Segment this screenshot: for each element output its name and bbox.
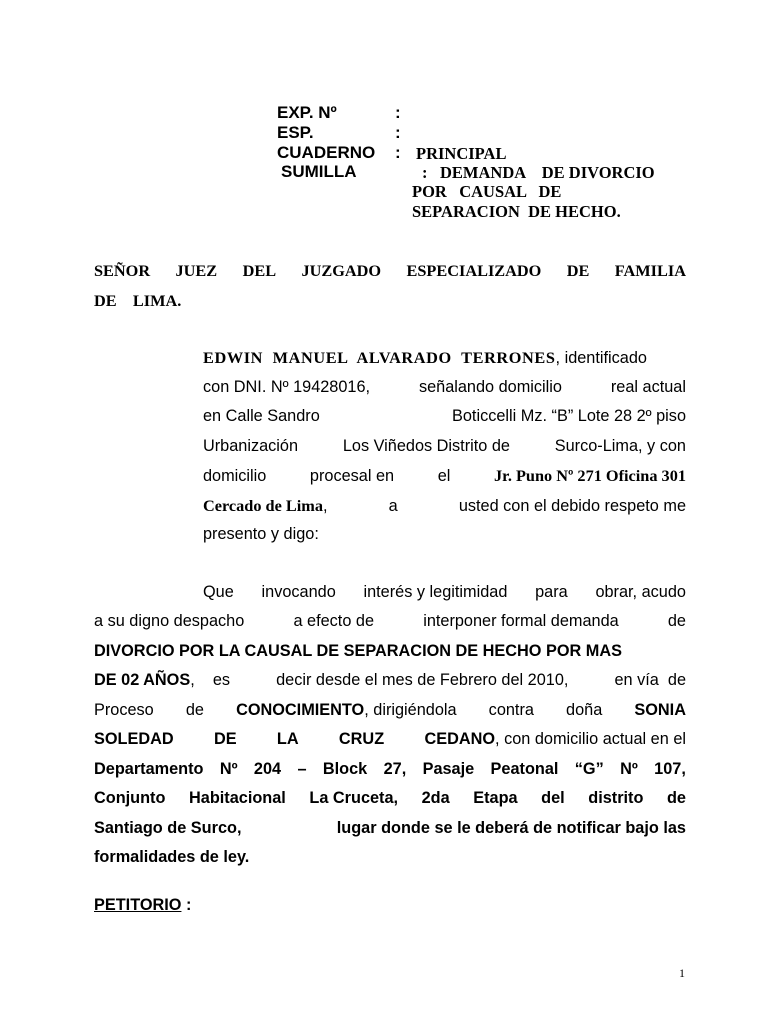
- addressee-word: DE: [566, 261, 590, 280]
- defendant-name: CRUZ: [338, 730, 385, 748]
- body-text: 2da: [421, 789, 450, 807]
- intro-text: domicilio: [203, 467, 267, 485]
- body-line-2: [94, 612, 686, 631]
- intro-line-4: [203, 437, 686, 456]
- body-text: Conjunto: [94, 789, 166, 807]
- body-text: interponer formal demanda: [423, 612, 619, 630]
- intro-line-3: [203, 407, 686, 426]
- body-line-8: [94, 789, 686, 808]
- intro-text: con DNI. Nº 19428016,: [203, 378, 371, 396]
- body-text: Que: [203, 583, 234, 601]
- body-text: Nº: [620, 760, 638, 778]
- sumilla-line-3: SEPARACION DE HECHO.: [412, 202, 621, 221]
- body-text: 204: [253, 760, 282, 778]
- body-text: Block: [322, 760, 368, 778]
- body-line-1: [203, 583, 686, 602]
- body-text: CONOCIMIENTO: [236, 701, 365, 719]
- body-text: Departamento: [94, 760, 204, 778]
- body-line-6: [94, 730, 686, 749]
- body-text: , dirigiéndola: [364, 701, 457, 719]
- body-text: Proceso: [94, 701, 154, 719]
- cuaderno-value: PRINCIPAL: [416, 144, 507, 163]
- defendant-name: DE: [213, 730, 237, 748]
- addressee-word: SEÑOR: [94, 261, 151, 280]
- intro-text: el: [437, 467, 451, 485]
- body-text: , con domicilio actual en el: [495, 730, 686, 748]
- body-text: contra: [488, 701, 534, 719]
- body-text: de: [667, 612, 686, 630]
- body-text: invocando: [261, 583, 336, 601]
- intro-text: usted con el debido respeto me: [458, 497, 686, 515]
- body-text: 27,: [383, 760, 407, 778]
- sumilla-line-1: DEMANDA DE DIVORCIO: [440, 163, 655, 182]
- intro-text: a: [388, 497, 398, 515]
- intro-text: ,: [323, 497, 328, 515]
- body-line-5: [94, 701, 686, 720]
- intro-line-5: [203, 466, 686, 486]
- addressee-word: ESPECIALIZADO: [406, 261, 542, 280]
- intro-text: Urbanización: [203, 437, 299, 455]
- addressee-word: DEL: [242, 261, 277, 280]
- procedural-district: Cercado de Lima: [203, 496, 323, 515]
- addressee-word: JUEZ: [175, 261, 218, 280]
- cuaderno-colon: :: [395, 143, 401, 162]
- body-text: –: [297, 760, 307, 778]
- petitorio-colon: :: [181, 896, 192, 914]
- addressee-line-2: DE LIMA.: [94, 291, 182, 310]
- procedural-address: Jr. Puno Nº 271 Oficina 301: [493, 466, 686, 485]
- petitorio-label: PETITORIO: [94, 896, 182, 914]
- intro-text: Surco-Lima, y con: [554, 437, 686, 455]
- intro-text: real actual: [610, 378, 686, 396]
- body-text: Nº: [219, 760, 238, 778]
- intro-line-6: [203, 496, 686, 516]
- intro-text: señalando domicilio: [418, 378, 562, 396]
- body-text: Pasaje: [422, 760, 475, 778]
- intro-text: , identificado: [555, 349, 647, 367]
- body-text: del: [541, 789, 565, 807]
- defendant-name: CEDANO: [424, 730, 496, 748]
- body-text: para: [535, 583, 568, 601]
- defendant-name: LA: [276, 730, 299, 748]
- sumilla-label: SUMILLA: [281, 162, 357, 181]
- addressee-line-1: [94, 261, 686, 281]
- body-text: a su digno despacho: [94, 612, 245, 630]
- body-text: , es: [190, 671, 231, 689]
- plaintiff-name: EDWIN MANUEL ALVARADO TERRONES: [203, 348, 556, 367]
- body-text: doña: [566, 701, 603, 719]
- defendant-name: SOLEDAD: [94, 730, 174, 748]
- page-number: 1: [679, 966, 685, 980]
- intro-line-2: [203, 378, 686, 397]
- body-text: Etapa: [473, 789, 518, 807]
- body-text: La Cruceta,: [309, 789, 399, 807]
- intro-text: presento y digo:: [203, 525, 319, 543]
- sumilla-line-2: POR CAUSAL DE: [412, 182, 562, 201]
- body-line-4: [94, 671, 686, 690]
- intro-text: en Calle Sandro: [203, 407, 320, 425]
- esp-colon: :: [395, 123, 401, 142]
- body-text: Santiago de Surco,: [94, 819, 242, 837]
- cuaderno-label: CUADERNO: [277, 143, 376, 162]
- body-text: DE 02 AÑOS: [94, 671, 191, 689]
- body-text: Peatonal: [490, 760, 559, 778]
- claim-title: DIVORCIO POR LA CAUSAL DE SEPARACION DE HECHO POR MAS: [94, 642, 622, 660]
- intro-line-1: [203, 348, 686, 368]
- body-text: interés y legitimidad: [363, 583, 508, 601]
- exp-label: EXP. Nº: [277, 103, 337, 122]
- sumilla-colon: :: [422, 163, 428, 182]
- defendant-name: SONIA: [634, 701, 686, 719]
- body-text: formalidades de ley.: [94, 848, 250, 866]
- body-text: en vía de: [614, 671, 686, 689]
- body-text: Habitacional: [189, 789, 286, 807]
- intro-text: Boticcelli Mz. “B” Lote 28 2º piso: [452, 407, 686, 425]
- exp-colon: :: [395, 103, 401, 122]
- body-line-3: [94, 642, 686, 661]
- body-text: obrar, acudo: [595, 583, 686, 601]
- body-line-10: [94, 848, 686, 867]
- addressee-word: JUZGADO: [301, 261, 382, 280]
- intro-text: Los Viñedos Distrito de: [342, 437, 510, 455]
- body-text: “G”: [574, 760, 604, 778]
- body-line-9: [94, 819, 686, 838]
- body-text: distrito: [588, 789, 644, 807]
- petitorio-heading: [94, 896, 191, 915]
- addressee-word: FAMILIA: [614, 261, 686, 280]
- body-text: a efecto de: [293, 612, 375, 630]
- body-text: de: [666, 789, 686, 807]
- body-line-7: [94, 760, 686, 779]
- intro-text: procesal en: [309, 467, 395, 485]
- intro-line-7: [203, 525, 686, 544]
- body-text: de: [185, 701, 204, 719]
- body-text: 107,: [654, 760, 686, 778]
- body-text: decir desde el mes de Febrero del 2010,: [276, 671, 569, 689]
- body-text: lugar donde se le deberá de notificar bajo las: [336, 819, 686, 837]
- esp-label: ESP.: [277, 123, 314, 142]
